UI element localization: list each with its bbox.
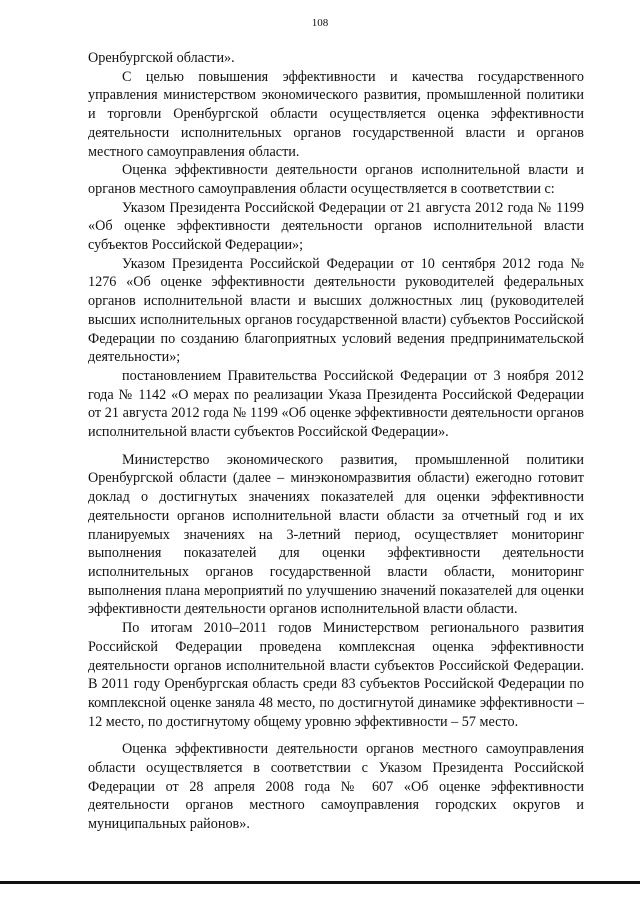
paragraph-purpose: С целью повышения эффективности и качества государственного управления министерством экономического развития, промышленной политики и торговли Оренбургской области осуществляется оценка эффективности деятельности исполнительных органов государственной власти и органов местного самоуправления области. <box>88 68 584 160</box>
paragraph-ministry-report: Министерство экономического развития, промышленной политики Оренбургской области (далее – минэкономразвития области) ежегодно готовит доклад о достигнутых значениях показателей для оценки эффективности деятельности органов исполнительной власти области за отчетный год и их планируемых значениях на 3-летний период, осуществляет мониторинг выполнения показателей для оценки эффективности деятельности исполнительных органов государственной власти области, мониторинг выполнения плана мероприятий по улучшению значений показателей для оценки эффективности деятельности органов исполнительной власти области. <box>88 451 584 618</box>
document-body <box>88 49 584 834</box>
paragraph-decree-1276: Указом Президента Российской Федерации от 10 сентября 2012 года № 1276 «Об оценке эффективности деятельности руководителей федеральных органов исполнительной власти и высших должностных лиц (руководителей высших исполнительных органов государственной власти) субъектов Российской Федерации по созданию благоприятных условий ведения предпринимательской деятельности»; <box>88 255 584 366</box>
paragraph-continuation: Оренбургской области». <box>88 50 235 66</box>
paragraph-resolution-1142: постановлением Правительства Российской Федерации от 3 ноября 2012 года № 1142 «О мерах по реализации Указа Президента Российской Федерации от 21 августа 2012 года № 1199 «Об оценке эффективности деятельности органов исполнительной власти субъектов Российской Федерации». <box>88 367 584 441</box>
paragraph-basis-intro: Оценка эффективности деятельности органов исполнительной власти и органов местного самоуправления области осуществляется в соответствии с: <box>88 162 584 197</box>
page-number: 108 <box>311 17 329 29</box>
paragraph-local-government: Оценка эффективности деятельности органов местного самоуправления области осуществляется в соответствии с Указом Президента Российской Федерации от 28 апреля 2008 года № 607 «Об оценке эффективности деятельности органов местного самоуправления городских округов и муниципальных районов». <box>88 741 584 833</box>
paragraph-decree-1199: Указом Президента Российской Федерации от 21 августа 2012 года № 1199 «Об оценке эффективности деятельности органов исполнительной власти субъектов Российской Федерации»; <box>88 199 584 254</box>
footer-rule <box>0 881 640 884</box>
paragraph-results-2010-2011: По итогам 2010–2011 годов Министерством регионального развития Российской Федерации проведена комплексная оценка эффективности деятельности органов исполнительной власти субъектов Российской Федерации. В 2011 году Оренбургская область среди 83 субъектов Российской Федерации по комплексной оценке заняла 48 место, по достигнутой динамике эффективности – 12 место, по достигнутому общему уровню эффективности – 57 место. <box>88 620 584 730</box>
